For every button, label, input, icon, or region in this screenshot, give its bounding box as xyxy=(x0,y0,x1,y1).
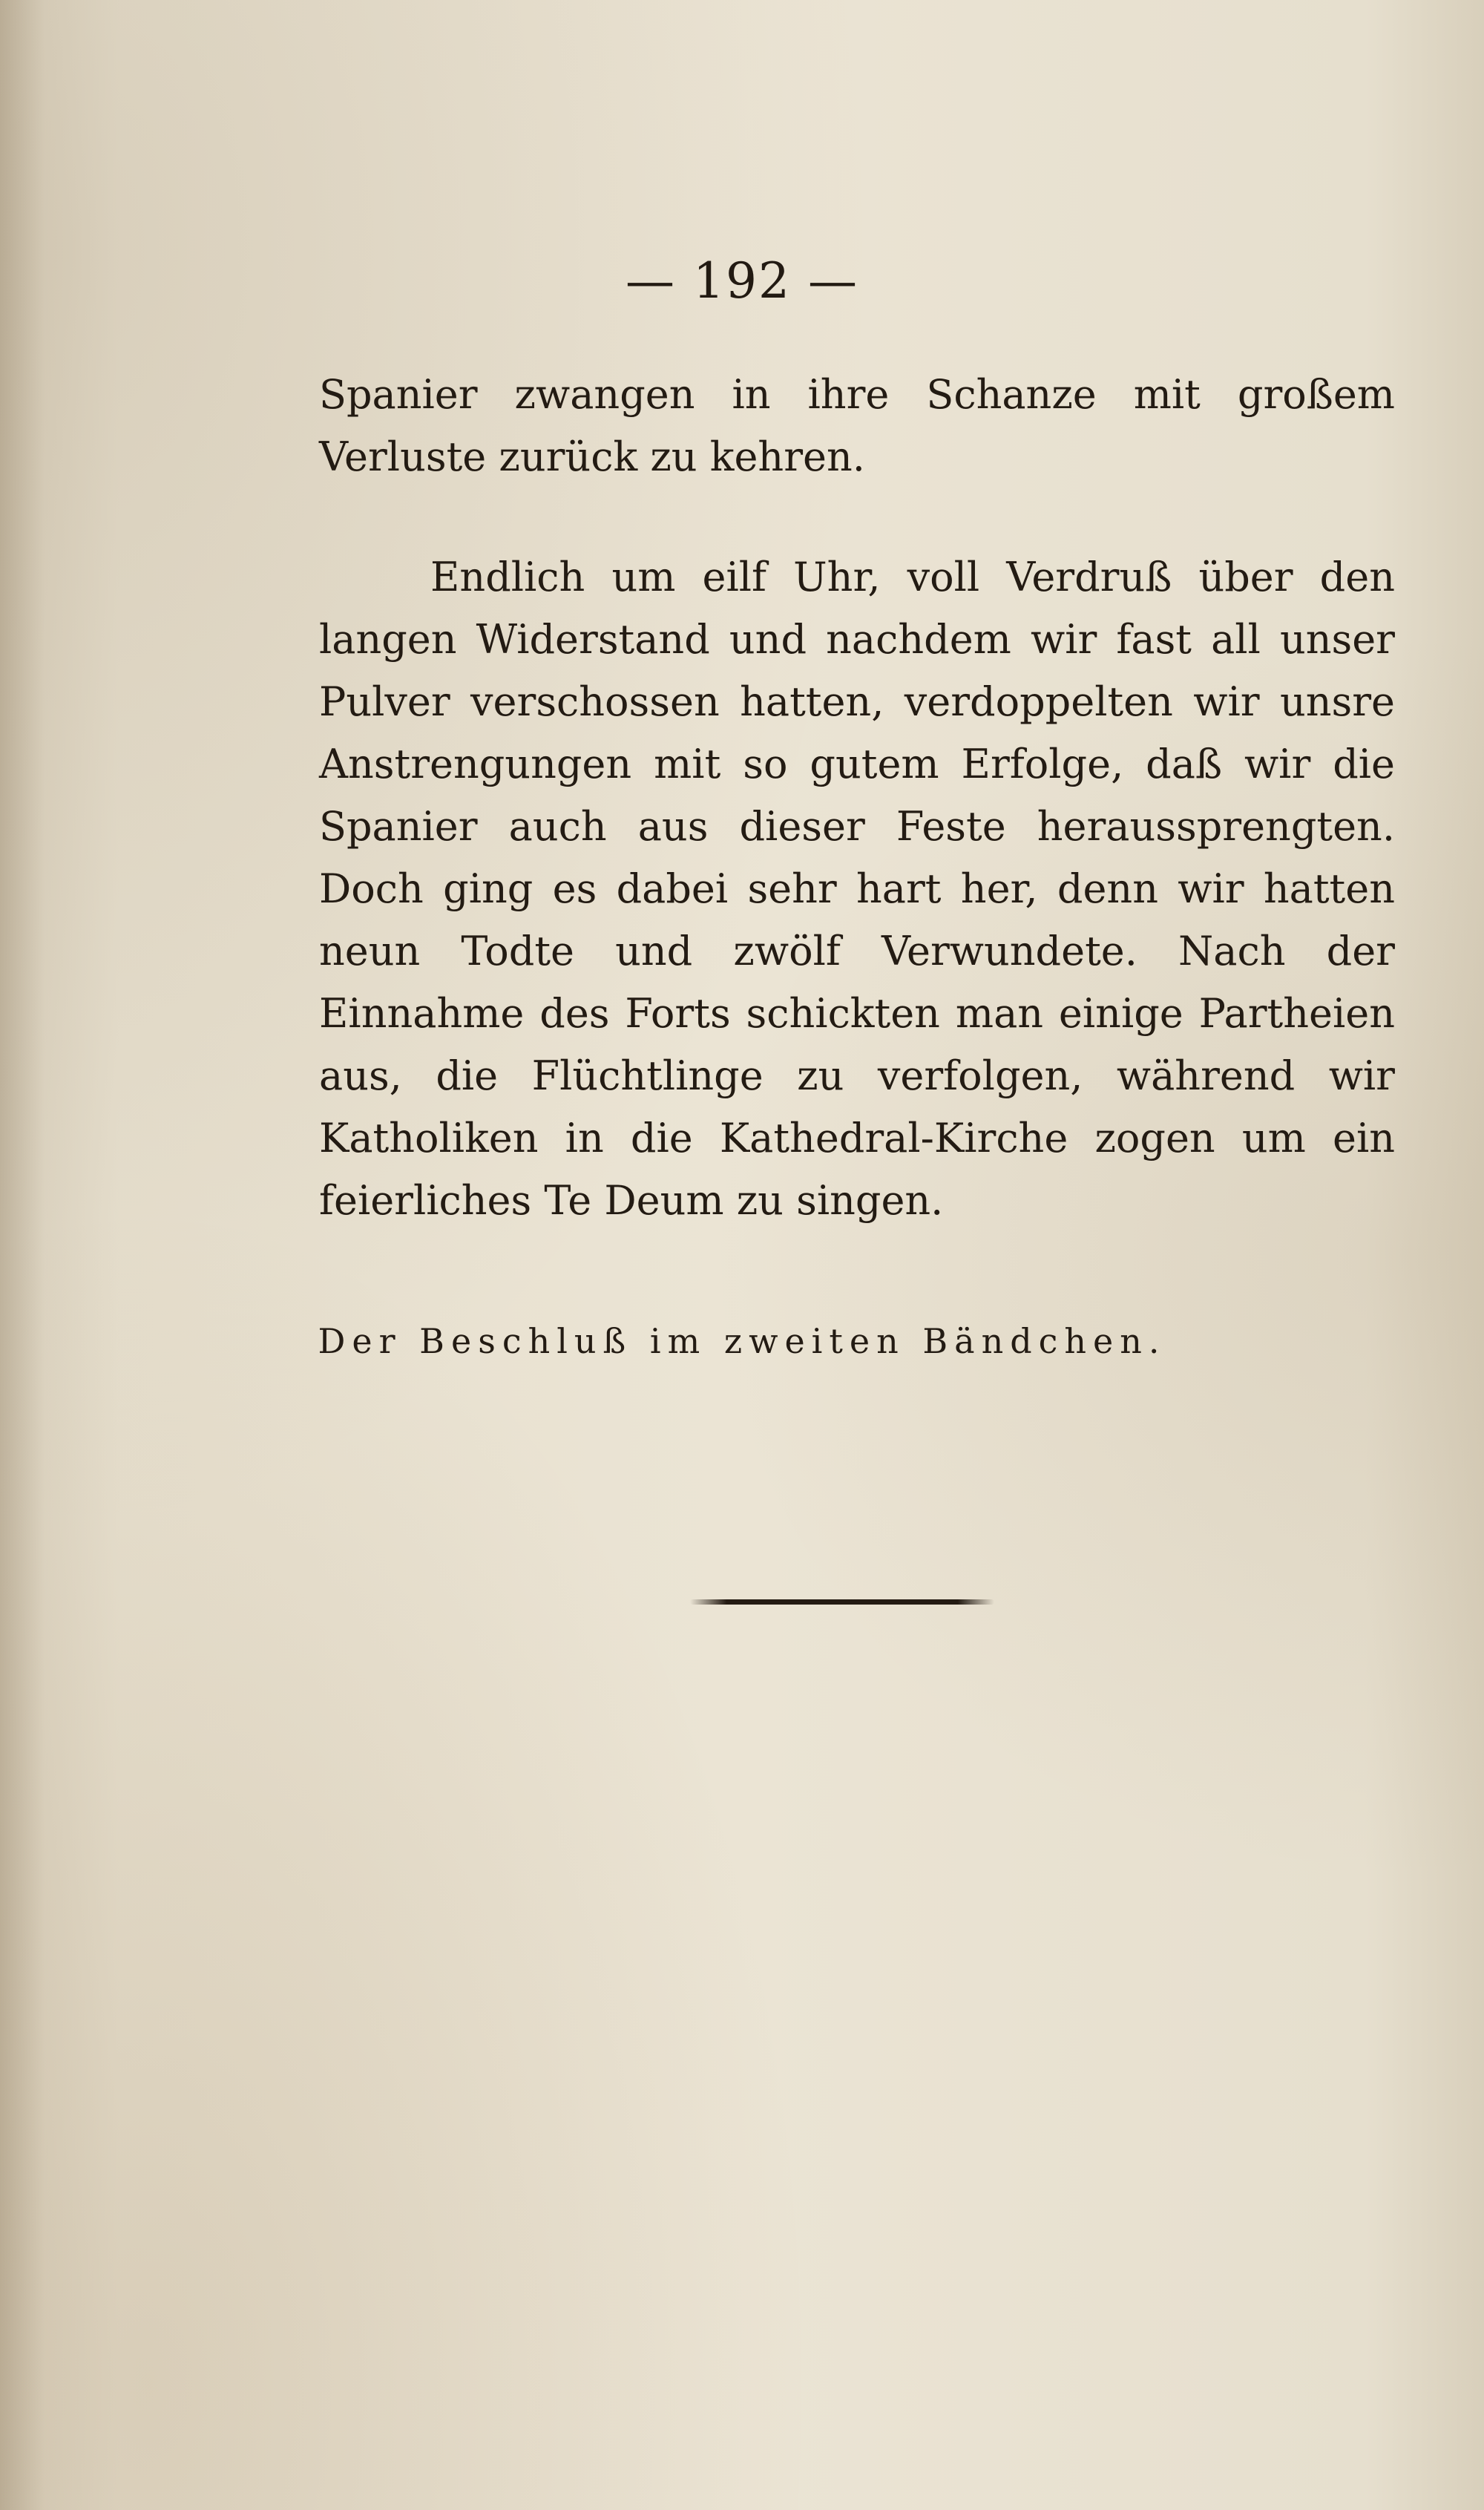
spine-shadow xyxy=(0,0,45,2510)
conclusion-note: Der Beschluß im zweiten Bändchen. xyxy=(318,1321,1166,1361)
page-number: — 192 — xyxy=(626,252,858,309)
body-text xyxy=(319,364,1395,1232)
paragraph-2: Endlich um eilf Uhr, voll Verdruß über den langen Widerstand und nachdem wir fast all unser Pulver verschossen hatten, verdoppelten wir unsre Anstrengungen mit so gutem Erfolge, daß wir die Spanier auch aus dieser Feste heraussprengten. Doch ging es dabei sehr hart her, denn wir hatten neun Todte und zwölf Verwundete. Nach der Einnahme des Forts schickten man einige Partheien aus, die Flüchtlinge zu verfolgen, während wir Katholiken in die Kathedral-Kirche zogen um ein feierliches Te Deum zu singen. xyxy=(319,554,1395,1224)
end-rule xyxy=(690,1599,994,1605)
paragraph-1: Spanier zwangen in ihre Schanze mit großem Verluste zurück zu kehren. xyxy=(319,371,1395,480)
